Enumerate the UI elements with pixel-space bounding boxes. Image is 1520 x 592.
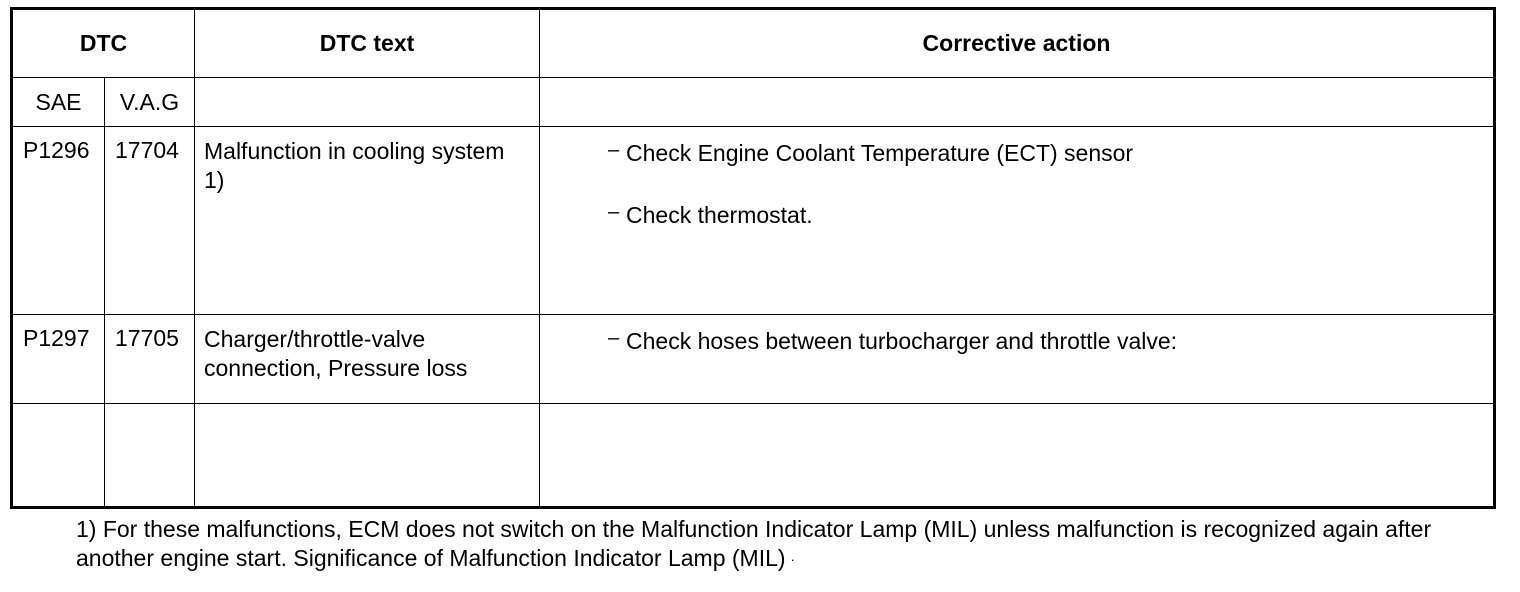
dtc-description: Charger/throttle-valve connection, Pressure loss	[195, 315, 540, 404]
empty-cell	[540, 404, 1495, 508]
header-corrective-action: Corrective action	[540, 9, 1495, 78]
vag-code: 17704	[105, 127, 195, 315]
table-row	[12, 315, 1495, 404]
action-text: Check thermostat.	[626, 202, 813, 228]
subheader-sae: SAE	[12, 78, 105, 127]
footnote	[76, 515, 1496, 574]
dtc-table	[10, 7, 1496, 509]
subheader-row	[12, 78, 1495, 127]
table-row-empty	[12, 404, 1495, 508]
action-text: Check Engine Coolant Temperature (ECT) sensor	[626, 140, 1134, 166]
footnote-dot: ·	[790, 552, 795, 568]
header-row	[12, 9, 1495, 78]
header-dtc-text: DTC text	[195, 9, 540, 78]
table-row	[12, 127, 1495, 315]
dash-bullet-icon: –	[608, 201, 620, 223]
action-item	[608, 139, 1493, 168]
sae-code: P1296	[12, 127, 105, 315]
empty-cell	[105, 404, 195, 508]
action-text: Check hoses between turbocharger and throttle valve:	[626, 328, 1178, 354]
subheader-empty-action	[540, 78, 1495, 127]
dash-bullet-icon: –	[608, 139, 620, 161]
sae-code: P1297	[12, 315, 105, 404]
action-item	[608, 201, 1493, 230]
footnote-text: 1) For these malfunctions, ECM does not switch on the Malfunction Indicator Lamp (MIL) unless malfunction is recognized again after another engine start. Significance of Malfunction Indicator Lamp (MIL)	[76, 516, 1432, 571]
corrective-action-cell	[540, 127, 1495, 315]
vag-code: 17705	[105, 315, 195, 404]
header-dtc: DTC	[12, 9, 195, 78]
corrective-action-cell	[540, 315, 1495, 404]
empty-cell	[12, 404, 105, 508]
action-item	[608, 327, 1493, 356]
subheader-vag: V.A.G	[105, 78, 195, 127]
empty-cell	[195, 404, 540, 508]
dtc-description: Malfunction in cooling system 1)	[195, 127, 540, 315]
dash-bullet-icon: –	[608, 327, 620, 349]
subheader-empty-text	[195, 78, 540, 127]
